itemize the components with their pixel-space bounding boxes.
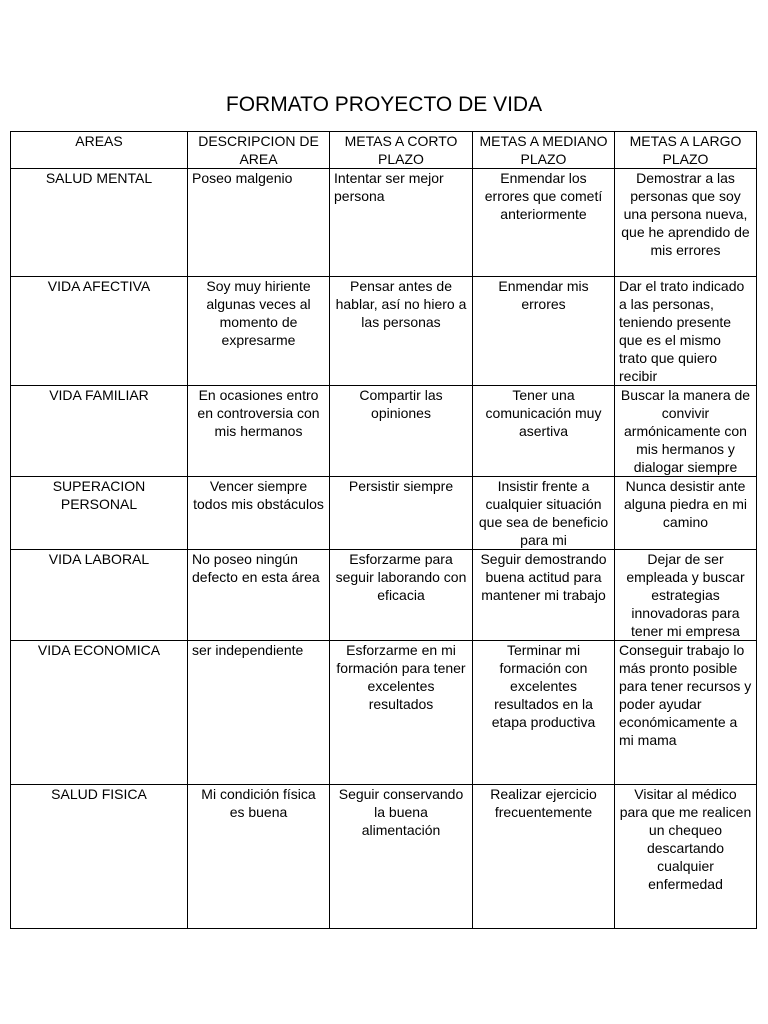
area-cell: VIDA FAMILIAR	[11, 386, 188, 477]
page-title: FORMATO PROYECTO DE VIDA	[225, 93, 543, 116]
corto-plazo-cell: Pensar antes de hablar, así no hiero a las personas	[330, 277, 473, 386]
mediano-plazo-cell: Tener una comunicación muy asertiva	[473, 386, 615, 477]
life-plan-table	[10, 131, 757, 929]
largo-plazo-cell: Dejar de ser empleada y buscar estrategias innovadoras para tener mi empresa	[615, 550, 757, 641]
area-cell: VIDA LABORAL	[11, 550, 188, 641]
header-row	[11, 132, 757, 169]
corto-plazo-cell: Esforzarme para seguir laborando con eficacia	[330, 550, 473, 641]
header-largo-plazo: METAS A LARGO PLAZO	[615, 132, 757, 169]
table-row	[11, 785, 757, 929]
mediano-plazo-cell: Enmendar los errores que cometí anteriormente	[473, 169, 615, 277]
header-corto-plazo: METAS A CORTO PLAZO	[330, 132, 473, 169]
descripcion-cell: Poseo malgenio	[188, 169, 330, 277]
descripcion-cell: No poseo ningún defecto en esta área	[188, 550, 330, 641]
largo-plazo-cell: Dar el trato indicado a las personas, teniendo presente que es el mismo trato que quiero recibir	[615, 277, 757, 386]
mediano-plazo-cell: Seguir demostrando buena actitud para mantener mi trabajo	[473, 550, 615, 641]
largo-plazo-cell: Conseguir trabajo lo más pronto posible para tener recursos y poder ayudar económicamente a mi mama	[615, 641, 757, 785]
header-descripcion: DESCRIPCION DE AREA	[188, 132, 330, 169]
header-areas: AREAS	[11, 132, 188, 169]
corto-plazo-cell: Seguir conservando la buena alimentación	[330, 785, 473, 929]
mediano-plazo-cell: Insistir frente a cualquier situación que sea de beneficio para mi	[473, 477, 615, 550]
area-cell: VIDA AFECTIVA	[11, 277, 188, 386]
mediano-plazo-cell: Enmendar mis errores	[473, 277, 615, 386]
corto-plazo-cell: Compartir las opiniones	[330, 386, 473, 477]
largo-plazo-cell: Demostrar a las personas que soy una persona nueva, que he aprendido de mis errores	[615, 169, 757, 277]
descripcion-cell: ser independiente	[188, 641, 330, 785]
table-row	[11, 550, 757, 641]
largo-plazo-cell: Buscar la manera de convivir armónicamente con mis hermanos y dialogar siempre	[615, 386, 757, 477]
table-row	[11, 641, 757, 785]
table-row	[11, 386, 757, 477]
largo-plazo-cell: Visitar al médico para que me realicen un chequeo descartando cualquier enfermedad	[615, 785, 757, 929]
corto-plazo-cell: Persistir siempre	[330, 477, 473, 550]
area-cell: SALUD FISICA	[11, 785, 188, 929]
area-cell: SUPERACION PERSONAL	[11, 477, 188, 550]
mediano-plazo-cell: Terminar mi formación con excelentes resultados en la etapa productiva	[473, 641, 615, 785]
table-row	[11, 477, 757, 550]
table-row	[11, 277, 757, 386]
corto-plazo-cell: Esforzarme en mi formación para tener excelentes resultados	[330, 641, 473, 785]
descripcion-cell: Vencer siempre todos mis obstáculos	[188, 477, 330, 550]
area-cell: SALUD MENTAL	[11, 169, 188, 277]
area-cell: VIDA ECONOMICA	[11, 641, 188, 785]
corto-plazo-cell: Intentar ser mejor persona	[330, 169, 473, 277]
descripcion-cell: Soy muy hiriente algunas veces al momento de expresarme	[188, 277, 330, 386]
header-mediano-plazo: METAS A MEDIANO PLAZO	[473, 132, 615, 169]
largo-plazo-cell: Nunca desistir ante alguna piedra en mi camino	[615, 477, 757, 550]
descripcion-cell: Mi condición física es buena	[188, 785, 330, 929]
descripcion-cell: En ocasiones entro en controversia con mis hermanos	[188, 386, 330, 477]
mediano-plazo-cell: Realizar ejercicio frecuentemente	[473, 785, 615, 929]
table-row	[11, 169, 757, 277]
